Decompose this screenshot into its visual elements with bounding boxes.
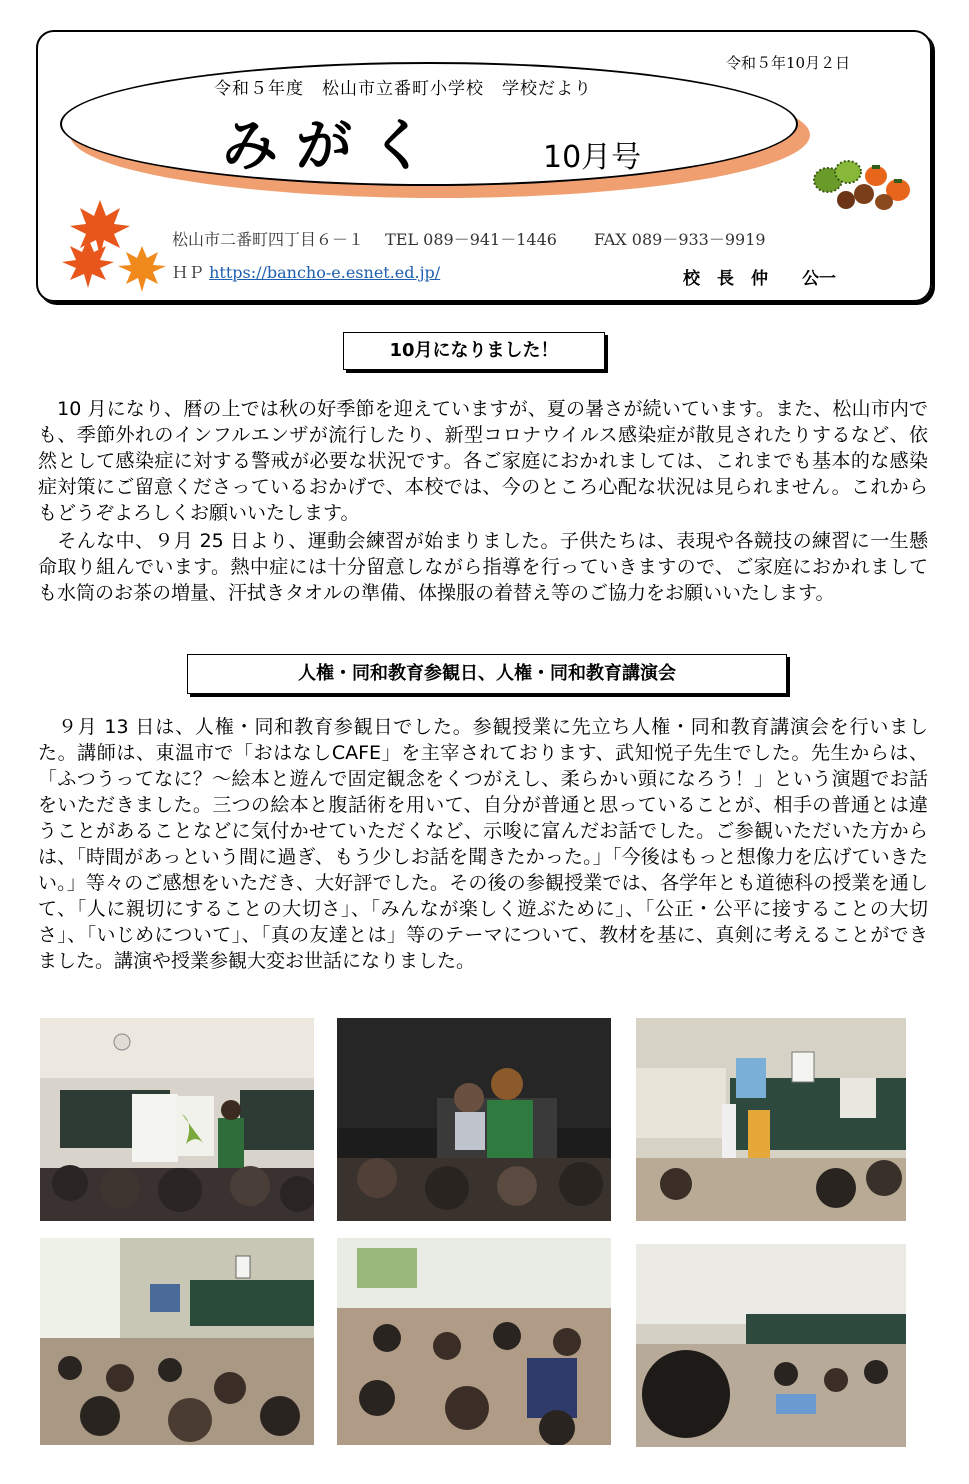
principal-name: 校 長 仲 公一 bbox=[683, 269, 836, 289]
school-address: 松山市二番町四丁目６－１ TEL 089－941－1446 FAX 089－933－9919 bbox=[172, 230, 766, 249]
photo-lecture-picture-book bbox=[40, 1018, 314, 1221]
section1-paragraph2: そんな中、９月 25 日より、運動会練習が始まりました。子供たちは、表現や各競技の練習に一生懸命取り組んでいます。熱中症には十分留意しながら指導を行っていきますので、ご家庭におかれましても水筒のお茶の増量、汗拭きタオルの準備、体操服の着替え等のご協力をお願いいたします。 bbox=[38, 530, 928, 604]
photo-classroom-students bbox=[40, 1238, 314, 1445]
section1-heading: 10月になりました！ bbox=[343, 332, 605, 370]
issue-label: 10月号 bbox=[543, 140, 642, 175]
chestnut-persimmon-illustration bbox=[806, 150, 920, 220]
section1-paragraph1: 10 月になり、暦の上では秋の好季節を迎えていますが、夏の暑さが続いています。また、松山市内でも、季節外れのインフルエンザが流行したり、新型コロナウイルス感染症が散見されたりするなど、依然として感染症に対する警戒が必要な状況です。各ご家庭におかれましては、これまでも基本的な感染症対策にご留意くださっているおかげで、本校では、今のところ心配な状況は見られません。これからもどうぞよろしくお願いいたします。 bbox=[38, 398, 928, 524]
photo-group-discussion bbox=[337, 1238, 611, 1445]
section2-paragraph: ９月 13 日は、人権・同和教育参観日でした。参観授業に先立ち人権・同和教育講演会を行いました。講師は、東温市で「おはなしCAFE」を主宰されております、武知悦子先生でした。先生からは、「ふつうってなに？～絵本と遊んで固定観念をくつがえし、柔らかい頭になろう！」という演題でお話をいただきました。三つの絵本と腹話術を用いて、自分が普通と思っていることが、相手の普通とは違うことがあることなどに気付かせていただくなど、示唆に富んだお話でした。ご参観いただいた方からは、「時間があっという間に過ぎ、もう少しお話を聞きたかった。」「今後はもっと想像力を広げていきたい。」等々のご感想をいただき、大好評でした。その後の参観授業では、各学年とも道徳科の授業を通して、「人に親切にすることの大切さ」、「みんなが楽しく遊ぶために」、「公正・公平に接することの大切さ」、「いじめについて」、「真の友達とは」等のテーマについて、教材を基に、真剣に考えることができました。講演や授業参観大変お世話になりました。 bbox=[38, 716, 928, 972]
newsletter-title: みがく bbox=[222, 114, 444, 179]
issue-date: 令和５年10月２日 bbox=[726, 54, 851, 72]
homepage-label: ＨＰ bbox=[172, 263, 210, 282]
photo-ventriloquism bbox=[337, 1018, 611, 1221]
autumn-leaves-illustration bbox=[60, 198, 170, 294]
photo-classroom-blackboard bbox=[636, 1018, 906, 1221]
homepage-line bbox=[172, 260, 440, 283]
homepage-link[interactable]: https://bancho-e.esnet.ed.jp/ bbox=[209, 263, 441, 282]
newsletter-subtitle: 令和５年度 松山市立番町小学校 学校だより bbox=[214, 79, 592, 99]
section2-heading: 人権・同和教育参観日、人権・同和教育講演会 bbox=[187, 654, 787, 694]
photo-classroom-parents bbox=[636, 1244, 906, 1447]
